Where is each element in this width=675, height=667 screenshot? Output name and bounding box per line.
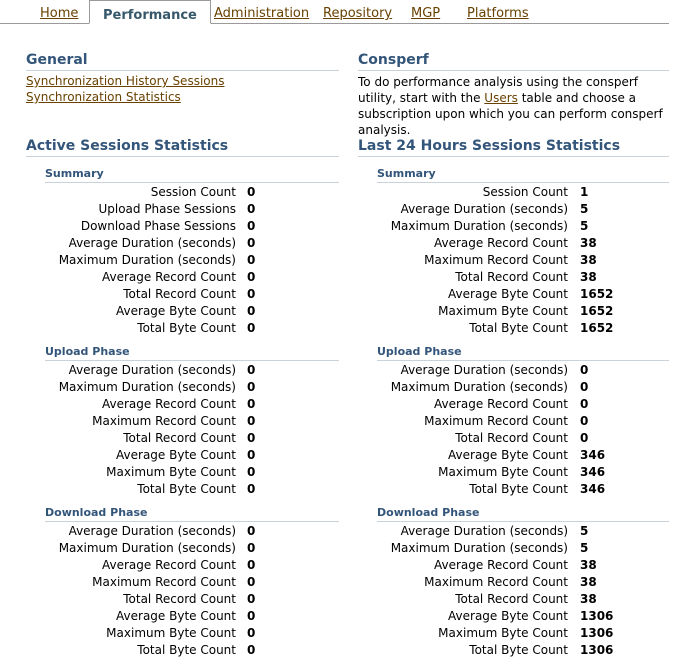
- stat-row: [328, 320, 568, 337]
- stat-label: Download Phase Sessions: [80, 219, 236, 233]
- stat-label: Average Duration (seconds): [400, 524, 568, 538]
- stat-value: 38: [580, 592, 597, 606]
- stat-label: Average Record Count: [101, 558, 236, 572]
- tab-mgp[interactable]: MGP: [411, 6, 441, 21]
- stat-value: 0: [247, 626, 256, 640]
- tab-home[interactable]: Home: [40, 6, 79, 21]
- stat-label: Average Record Count: [433, 236, 568, 250]
- stat-value: 1306: [580, 609, 614, 623]
- stat-value: 0: [247, 304, 256, 318]
- stat-label: Session Count: [150, 185, 236, 199]
- stat-label: Average Byte Count: [116, 448, 236, 462]
- stat-row: [328, 379, 568, 396]
- users-link[interactable]: Users: [484, 91, 518, 105]
- stat-label: Average Duration (seconds): [400, 202, 568, 216]
- active-summary-rule: [45, 182, 339, 183]
- stat-row: [0, 430, 236, 447]
- stat-row: [0, 303, 236, 320]
- stat-label: Maximum Record Count: [424, 575, 568, 589]
- stat-label: Session Count: [482, 185, 568, 199]
- stat-value: 38: [580, 253, 597, 267]
- stat-value: 1652: [580, 287, 614, 301]
- tab-bar: [0, 0, 669, 25]
- stat-label: Maximum Record Count: [424, 253, 568, 267]
- stat-value: 5: [580, 541, 589, 555]
- stat-value: 5: [580, 524, 589, 538]
- stat-label: Average Byte Count: [448, 448, 568, 462]
- stat-row: [0, 396, 236, 413]
- stat-label: Maximum Byte Count: [438, 304, 568, 318]
- stat-label: Maximum Duration (seconds): [58, 541, 236, 555]
- stat-value: 0: [247, 219, 256, 233]
- last24-upload-phase-rule: [377, 360, 669, 361]
- stat-label: Total Record Count: [123, 431, 236, 445]
- stat-row: [328, 447, 568, 464]
- stat-value: 1652: [580, 321, 614, 335]
- stat-row: [0, 557, 236, 574]
- stat-value: 346: [580, 482, 606, 496]
- stat-label: Average Record Count: [433, 558, 568, 572]
- stat-row: [328, 591, 568, 608]
- tab-platforms[interactable]: Platforms: [467, 6, 529, 21]
- stat-row: [328, 396, 568, 413]
- last24-download-phase-rule: [377, 521, 669, 522]
- stat-label: Maximum Byte Count: [106, 626, 236, 640]
- stat-row: [328, 523, 568, 540]
- stat-value: 0: [247, 524, 256, 538]
- stat-row: [0, 447, 236, 464]
- stat-value: 0: [247, 575, 256, 589]
- stat-row: [0, 591, 236, 608]
- active-download-phase-rule: [45, 521, 339, 522]
- stat-label: Maximum Byte Count: [106, 465, 236, 479]
- stat-row: [0, 481, 236, 498]
- stat-row: [0, 286, 236, 303]
- stat-value: 38: [580, 575, 597, 589]
- stat-label: Upload Phase Sessions: [98, 202, 236, 216]
- stat-label: Maximum Record Count: [92, 575, 236, 589]
- stat-value: 0: [247, 185, 256, 199]
- stat-row: [328, 413, 568, 430]
- stat-label: Total Record Count: [123, 287, 236, 301]
- stat-value: 0: [247, 592, 256, 606]
- active-sessions-heading-rule: [26, 156, 339, 157]
- tab-administration[interactable]: Administration: [214, 6, 310, 21]
- consperf-text-after: table and choose a subscription upon which you can perform consperf analysis.: [358, 91, 663, 137]
- stat-row: [328, 201, 568, 218]
- sync-history-sessions-link[interactable]: Synchronization History Sessions: [26, 74, 225, 88]
- stat-row: [0, 184, 236, 201]
- stat-value: 0: [247, 380, 256, 394]
- stat-label: Maximum Duration (seconds): [58, 380, 236, 394]
- stat-row: [328, 303, 568, 320]
- stat-row: [328, 252, 568, 269]
- stat-label: Average Byte Count: [448, 287, 568, 301]
- stat-value: 38: [580, 558, 597, 572]
- stat-value: 0: [247, 431, 256, 445]
- stat-row: [0, 642, 236, 659]
- stat-value: 0: [247, 287, 256, 301]
- stat-row: [0, 413, 236, 430]
- stat-label: Total Record Count: [455, 431, 568, 445]
- active-upload-phase-heading: Upload Phase: [45, 345, 130, 358]
- stat-value: 0: [247, 202, 256, 216]
- stat-label: Average Duration (seconds): [68, 524, 236, 538]
- stat-row: [0, 379, 236, 396]
- last24-download-phase-heading: Download Phase: [377, 506, 480, 519]
- stat-value: 0: [247, 558, 256, 572]
- stat-row: [0, 320, 236, 337]
- stat-value: 0: [580, 363, 589, 377]
- stat-label: Maximum Duration (seconds): [58, 253, 236, 267]
- stat-value: 346: [580, 448, 606, 462]
- consperf-heading-rule: [358, 70, 669, 71]
- stat-label: Average Duration (seconds): [68, 236, 236, 250]
- stat-label: Maximum Duration (seconds): [390, 219, 568, 233]
- stat-row: [328, 430, 568, 447]
- stat-value: 0: [247, 414, 256, 428]
- active-sessions-heading: Active Sessions Statistics: [26, 138, 229, 154]
- stat-value: 0: [247, 643, 256, 657]
- stat-label: Maximum Byte Count: [438, 626, 568, 640]
- active-upload-phase-rule: [45, 360, 339, 361]
- stat-value: 5: [580, 219, 589, 233]
- stat-label: Average Byte Count: [448, 609, 568, 623]
- stat-value: 0: [247, 609, 256, 623]
- stat-row: [328, 540, 568, 557]
- last24-sessions-heading-rule: [358, 156, 669, 157]
- stat-row: [328, 362, 568, 379]
- stat-value: 0: [247, 465, 256, 479]
- stat-label: Average Record Count: [433, 397, 568, 411]
- stat-label: Total Byte Count: [469, 643, 568, 657]
- last24-summary-rule: [377, 182, 669, 183]
- stat-row: [0, 201, 236, 218]
- stat-value: 0: [247, 448, 256, 462]
- last24-summary-heading: Summary: [377, 167, 436, 180]
- stat-row: [0, 235, 236, 252]
- stat-row: [328, 481, 568, 498]
- stat-label: Total Byte Count: [137, 321, 236, 335]
- consperf-text-before: To do performance analysis using the consperf utility, start with the: [358, 75, 638, 105]
- consperf-description: [358, 74, 670, 138]
- stat-value: 1306: [580, 626, 614, 640]
- stat-row: [328, 286, 568, 303]
- stat-value: 0: [247, 270, 256, 284]
- stat-value: 0: [247, 321, 256, 335]
- stat-label: Average Duration (seconds): [400, 363, 568, 377]
- stat-label: Total Byte Count: [137, 482, 236, 496]
- stat-row: [0, 540, 236, 557]
- stat-label: Total Record Count: [455, 592, 568, 606]
- stat-value: 0: [580, 380, 589, 394]
- stat-value: 5: [580, 202, 589, 216]
- stat-row: [328, 642, 568, 659]
- active-download-phase-heading: Download Phase: [45, 506, 148, 519]
- sync-statistics-link[interactable]: Synchronization Statistics: [26, 90, 181, 104]
- stat-value: 0: [247, 397, 256, 411]
- stat-row: [0, 608, 236, 625]
- stat-value: 0: [247, 363, 256, 377]
- stat-label: Total Byte Count: [469, 482, 568, 496]
- stat-value: 0: [247, 482, 256, 496]
- active-summary-heading: Summary: [45, 167, 104, 180]
- stat-row: [328, 608, 568, 625]
- stat-row: [0, 269, 236, 286]
- tab-repository[interactable]: Repository: [323, 6, 393, 21]
- stat-label: Total Byte Count: [469, 321, 568, 335]
- stat-label: Total Byte Count: [137, 643, 236, 657]
- general-heading: General: [26, 52, 88, 68]
- general-heading-rule: [26, 70, 339, 71]
- stat-value: 0: [247, 236, 256, 250]
- stat-row: [0, 625, 236, 642]
- stat-row: [0, 574, 236, 591]
- stat-value: 1: [580, 185, 589, 199]
- consperf-heading: Consperf: [358, 52, 429, 68]
- stat-label: Maximum Duration (seconds): [390, 380, 568, 394]
- stat-row: [328, 184, 568, 201]
- stat-label: Maximum Duration (seconds): [390, 541, 568, 555]
- last24-upload-phase-heading: Upload Phase: [377, 345, 462, 358]
- stat-value: 38: [580, 270, 597, 284]
- stat-row: [328, 625, 568, 642]
- stat-label: Average Record Count: [101, 270, 236, 284]
- stat-label: Maximum Record Count: [92, 414, 236, 428]
- stat-row: [328, 235, 568, 252]
- stat-value: 0: [247, 541, 256, 555]
- stat-label: Average Byte Count: [116, 304, 236, 318]
- stat-row: [328, 557, 568, 574]
- stat-label: Average Byte Count: [116, 609, 236, 623]
- tab-performance[interactable]: Performance: [89, 0, 211, 24]
- stat-label: Maximum Record Count: [424, 414, 568, 428]
- stat-label: Maximum Byte Count: [438, 465, 568, 479]
- stat-value: 0: [580, 397, 589, 411]
- stat-label: Average Duration (seconds): [68, 363, 236, 377]
- stat-row: [0, 218, 236, 235]
- stat-row: [0, 252, 236, 269]
- stat-row: [0, 464, 236, 481]
- stat-label: Total Record Count: [123, 592, 236, 606]
- stat-row: [0, 362, 236, 379]
- stat-value: 346: [580, 465, 606, 479]
- stat-label: Total Record Count: [455, 270, 568, 284]
- stat-row: [328, 464, 568, 481]
- stat-value: 1652: [580, 304, 614, 318]
- stat-value: 0: [580, 431, 589, 445]
- stat-value: 38: [580, 236, 597, 250]
- stat-value: 0: [580, 414, 589, 428]
- stat-value: 0: [247, 253, 256, 267]
- stat-value: 1306: [580, 643, 614, 657]
- stat-label: Average Record Count: [101, 397, 236, 411]
- stat-row: [328, 574, 568, 591]
- stat-row: [0, 523, 236, 540]
- last24-sessions-heading: Last 24 Hours Sessions Statistics: [358, 138, 621, 154]
- stat-row: [328, 218, 568, 235]
- stat-row: [328, 269, 568, 286]
